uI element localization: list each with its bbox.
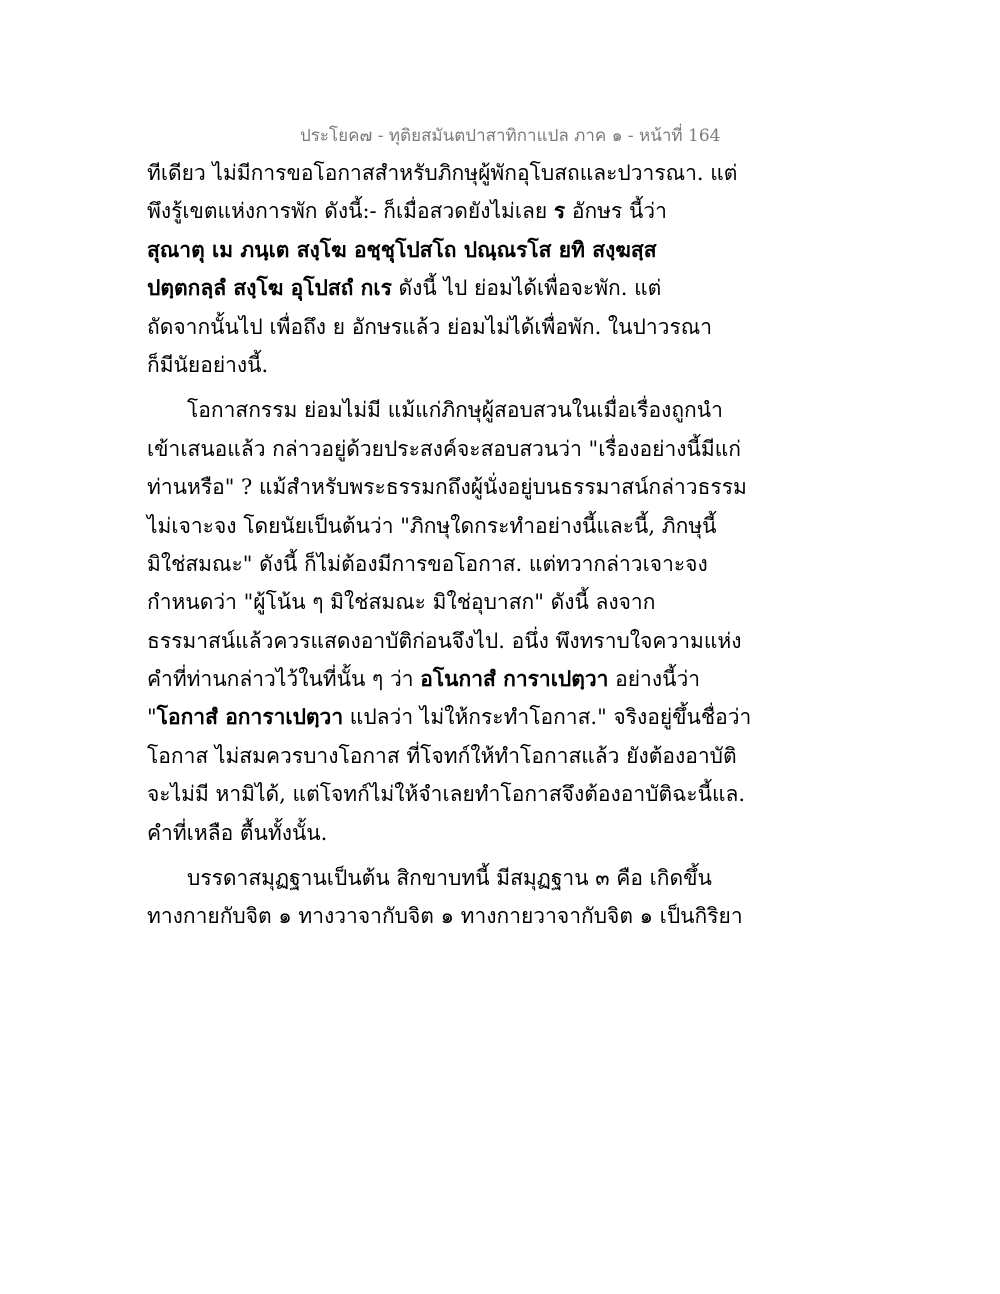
- bold-pali-term: โอกาสํ อการาเปตฺวา: [156, 704, 344, 730]
- text-run: อย่างนี้ว่า: [608, 667, 701, 692]
- text-run: ดังนี้ ไป ย่อมได้เพื่อจะพัก. แต่: [391, 276, 662, 301]
- text-run: แปลว่า ไม่ให้กระทำโอกาส." จริงอยู่ขึ้นชื่อว่า: [343, 705, 752, 730]
- text-line: [147, 737, 737, 775]
- text-run: มิใช่สมณะ" ดังนี้ ก็ไม่ต้องมีการขอโอกาส. แต่ทวากล่าวเจาะจง: [147, 551, 708, 576]
- running-header: ประโยค๗ - ทุติยสมันตปาสาทิกาแปล ภาค ๑ - หน้าที่ 164: [300, 126, 721, 146]
- text-line: [147, 430, 741, 468]
- bold-pali-term: ปตฺตกลฺลํ สงฺโฆ อุโปสถํ กเร: [147, 275, 392, 301]
- bold-pali-term: สุณาตุ เม ภนฺเต สงฺโฆ อชฺชุโปสโถ ปณฺณรโส ยทิ สงฺฆสฺส: [147, 236, 657, 262]
- text-run: ธรรมาสน์แล้วควรแสดงอาบัติก่อนจึงไป. อนึ่ง พึงทราบใจความแห่ง: [147, 628, 742, 653]
- text-line: [147, 308, 713, 346]
- bold-pali-term: อโนกาสํ การาเปตฺวา: [420, 666, 609, 692]
- text-run: ": [147, 705, 157, 730]
- text-run: โอกาสกรรม ย่อมไม่มี แม้แก่ภิกษุผู้สอบสวนในเมื่อเรื่องถูกนำ: [187, 398, 723, 423]
- text-run: กำหนดว่า "ผู้โน้น ๆ มิใช่สมณะ มิใช่อุบาสก" ดังนี้ ลงจาก: [147, 590, 656, 615]
- text-run: คำที่เหลือ ตื้นทั้งนั้น.: [147, 820, 328, 845]
- body-text: [147, 154, 752, 936]
- bold-pali-term: ร: [553, 198, 566, 224]
- text-line: [147, 192, 692, 230]
- text-line: [147, 660, 701, 698]
- text-line: [147, 346, 692, 384]
- text-line: [147, 507, 717, 545]
- text-line: [147, 468, 747, 506]
- text-line: [147, 391, 723, 429]
- text-run: ไม่เจาะจง โดยนัยเป็นต้นว่า "ภิกษุใดกระทำอย่างนี้และนี้, ภิกษุนี้: [147, 513, 717, 538]
- text-line: [147, 622, 742, 660]
- text-run: โอกาส ไม่สมควรบางโอกาส ที่โจทก์ให้ทำโอกาสแล้ว ยังต้องอาบัติ: [147, 743, 737, 768]
- paragraph-2: [147, 391, 752, 852]
- text-run: ท่านหรือ" ? แม้สำหรับพระธรรมกถึงผู้นั่งอยู่บนธรรมาสน์กล่าวธรรม: [147, 475, 747, 500]
- text-run: บรรดาสมุฏฐานเป็นต้น สิกขาบทนี้ มีสมุฏฐาน ๓ คือ เกิดขึ้น: [187, 866, 712, 891]
- text-run: อักษร นี้ว่า: [565, 199, 667, 224]
- text-line: [147, 231, 692, 269]
- text-line: [147, 859, 712, 897]
- text-line: [147, 897, 743, 935]
- text-line: [147, 154, 738, 192]
- text-run: เข้าเสนอแล้ว กล่าวอยู่ด้วยประสงค์จะสอบสวนว่า "เรื่องอย่างนี้มีแก่: [147, 436, 741, 461]
- paragraph-3: [147, 859, 743, 936]
- text-run: ก็มีนัยอย่างนี้.: [147, 352, 269, 377]
- paragraph-1: [147, 154, 738, 384]
- text-line: [147, 269, 692, 307]
- text-line: [147, 814, 692, 852]
- text-run: พึงรู้เขตแห่งการพัก ดังนี้:- ก็เมื่อสวดยังไม่เลย: [147, 199, 554, 224]
- text-run: ถัดจากนั้นไป เพื่อถึง ย อักษรแล้ว ย่อมไม่ได้เพื่อพัก. ในปาวรณา: [147, 314, 713, 339]
- text-run: ทางกายกับจิต ๑ ทางวาจากับจิต ๑ ทางกายวาจากับจิต ๑ เป็นกิริยา: [147, 904, 743, 929]
- text-line: [147, 698, 752, 736]
- text-line: [147, 545, 708, 583]
- text-line: [147, 775, 746, 813]
- text-run: จะไม่มี หามิได้, แต่โจทก์ไม่ให้จำเลยทำโอกาสจึงต้องอาบัติฉะนี้แล.: [147, 782, 746, 807]
- text-run: ทีเดียว ไม่มีการขอโอกาสสำหรับภิกษุผู้พักอุโบสถและปวารณา. แต่: [147, 161, 738, 185]
- text-line: [147, 583, 692, 621]
- text-run: คำที่ท่านกล่าวไว้ในที่นั้น ๆ ว่า: [147, 667, 421, 692]
